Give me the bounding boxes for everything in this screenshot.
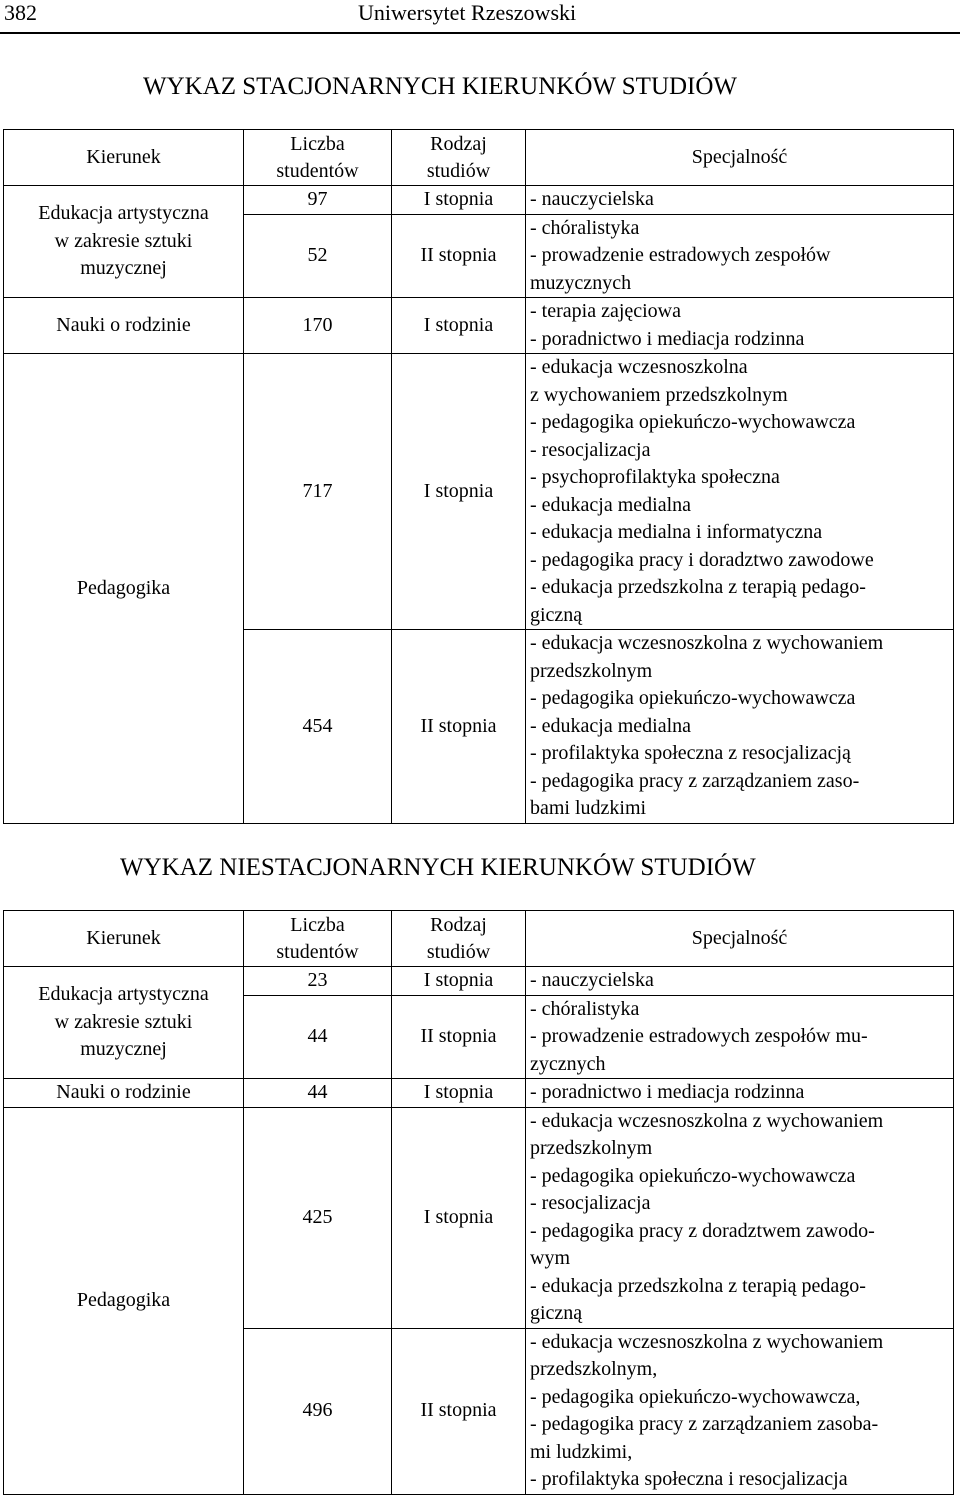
kierunek-line: muzycznej [80,257,167,280]
cell-kierunek [4,298,244,354]
cell-rodzaj-studiow: I stopnia [392,354,526,630]
cell-specjalnosc [526,630,954,824]
specjalnosc-line: - edukacja przedszkolna z terapią pedago- [530,1274,866,1297]
stationary-table [3,129,954,824]
cell-specjalnosc [526,298,954,354]
specjalnosc-line: - pedagogika pracy z doradztwem zawodo- [530,1219,875,1242]
cell-liczba-studentow: 454 [244,630,392,824]
kierunek-line: Edukacja artystyczna [38,202,209,225]
running-title: Uniwersytet Rzeszowski [358,0,577,25]
cell-rodzaj-studiow: II stopnia [392,995,526,1079]
cell-rodzaj-studiow: II stopnia [392,214,526,298]
part-time-table [3,910,954,1495]
cell-kierunek [4,967,244,1079]
specjalnosc-line: - edukacja medialna [530,714,692,737]
cell-liczba-studentow: 23 [244,967,392,996]
specjalnosc-line: przedszkolnym [530,659,653,682]
kierunek-line: Edukacja artystyczna [38,983,209,1006]
cell-rodzaj-studiow: II stopnia [392,630,526,824]
cell-kierunek [4,186,244,298]
header-kierunek [4,911,244,967]
specjalnosc-line: - pedagogika opiekuńczo-wychowawcza [530,1164,856,1187]
header-label: studentów [276,940,359,963]
cell-rodzaj-studiow: I stopnia [392,298,526,354]
specjalnosc-line: - poradnictwo i mediacja rodzinna [530,327,805,350]
cell-specjalnosc [526,214,954,298]
specjalnosc-line: przedszkolnym [530,1137,653,1159]
specjalnosc-line: - pedagogika opiekuńczo-wychowawcza [530,411,856,433]
specjalnosc-line: - chóralistyka [530,216,640,239]
header-label: Specjalność [691,927,788,949]
cell-rodzaj-studiow: I stopnia [392,1107,526,1328]
cell-rodzaj-studiow: I stopnia [392,1079,526,1108]
specjalnosc-line: - prowadzenie estradowych zespołów [530,244,831,266]
header-label: studiów [426,940,491,963]
header-specjalnosc [526,911,954,967]
stationary-section-title: WYKAZ STACJONARNYCH KIERUNKÓW STUDIÓW [143,73,738,100]
header-label: Liczba [290,913,345,936]
cell-kierunek [4,354,244,824]
kierunek-line: w zakresie sztuki [54,1010,193,1033]
cell-rodzaj-studiow: I stopnia [392,967,526,996]
kierunek-line: Pedagogika [76,1288,171,1311]
specjalnosc-line: - pedagogika pracy z zarządzaniem zasoba- [530,1413,879,1435]
specjalnosc-line: - profilaktyka społeczna z resocjalizacją [530,742,851,764]
cell-liczba-studentow: 97 [244,186,392,215]
header-label: Liczba [290,132,345,155]
cell-kierunek [4,1079,244,1108]
header-rodzaj-studiow [392,911,526,967]
cell-specjalnosc [526,354,954,630]
cell-liczba-studentow: 496 [244,1328,392,1494]
specjalnosc-line: - pedagogika opiekuńczo-wychowawcza [530,687,856,709]
cell-specjalnosc [526,967,954,996]
specjalnosc-line: - edukacja wczesnoszkolna [530,356,748,378]
kierunek-line: Nauki o rodzinie [56,313,191,336]
part-time-section-title: WYKAZ NIESTACJONARNYCH KIERUNKÓW STUDIÓW [120,854,756,881]
cell-liczba-studentow: 717 [244,354,392,630]
page-number: 382 [4,0,37,25]
kierunek-line: Pedagogika [76,576,171,599]
specjalnosc-line: bami ludzkimi [530,797,647,819]
specjalnosc-line: - resocjalizacja [530,1192,651,1214]
header-label: Kierunek [86,927,161,949]
specjalnosc-line: - terapia zajęciowa [530,300,682,322]
specjalnosc-line: przedszkolnym, [530,1358,658,1380]
specjalnosc-line: - prowadzenie estradowych zespołów mu- [530,1025,868,1047]
specjalnosc-line: - edukacja wczesnoszkolna z wychowaniem [530,1109,884,1132]
specjalnosc-line: mi ludzkimi, [530,1440,633,1463]
specjalnosc-line: - pedagogika pracy i doradztwo zawodowe [530,548,874,571]
specjalnosc-line: - edukacja wczesnoszkolna z wychowaniem [530,1330,884,1353]
header-label: studiów [426,159,491,182]
specjalnosc-line: giczną [530,603,583,626]
cell-specjalnosc [526,1079,954,1108]
header-label: Rodzaj [430,913,487,936]
table-row [4,1107,954,1328]
specjalnosc-line: giczną [530,1302,583,1324]
header-specjalnosc [526,130,954,186]
cell-liczba-studentow: 425 [244,1107,392,1328]
specjalnosc-line: - edukacja wczesnoszkolna z wychowaniem [530,632,884,654]
table-row [4,186,954,215]
table-row [4,1079,954,1108]
specjalnosc-line: z wychowaniem przedszkolnym [530,383,788,406]
header-label: Specjalność [691,146,788,168]
specjalnosc-line: - chóralistyka [530,997,640,1020]
table-row [4,298,954,354]
cell-liczba-studentow: 52 [244,214,392,298]
specjalnosc-line: - edukacja medialna [530,493,692,516]
table-header-row [4,130,954,186]
specjalnosc-line: - pedagogika pracy z zarządzaniem zaso- [530,769,860,792]
cell-liczba-studentow: 44 [244,995,392,1079]
cell-specjalnosc [526,186,954,215]
header-liczba-studentow [244,911,392,967]
header-kierunek [4,130,244,186]
table-row [4,967,954,996]
specjalnosc-line: - profilaktyka społeczna i resocjalizacja [530,1468,848,1490]
specjalnosc-line: zycznych [530,1052,606,1075]
specjalnosc-line: - poradnictwo i mediacja rodzinna [530,1081,805,1103]
specjalnosc-line: - pedagogika opiekuńczo-wychowawcza, [530,1385,861,1408]
header-label: studentów [276,159,359,182]
cell-liczba-studentow: 170 [244,298,392,354]
header-label: Kierunek [86,146,161,168]
cell-kierunek [4,1107,244,1494]
cell-specjalnosc [526,1107,954,1328]
specjalnosc-line: - nauczycielska [530,188,654,210]
cell-rodzaj-studiow: II stopnia [392,1328,526,1494]
header-label: Rodzaj [430,132,487,155]
specjalnosc-line: - edukacja medialna i informatyczna [530,521,823,543]
cell-liczba-studentow: 44 [244,1079,392,1108]
kierunek-line: muzycznej [80,1038,167,1061]
cell-rodzaj-studiow: I stopnia [392,186,526,215]
cell-specjalnosc [526,995,954,1079]
header-liczba-studentow [244,130,392,186]
header-rodzaj-studiow [392,130,526,186]
cell-specjalnosc [526,1328,954,1494]
specjalnosc-line: - resocjalizacja [530,438,651,461]
specjalnosc-line: muzycznych [530,271,632,294]
table-header-row [4,911,954,967]
kierunek-line: Nauki o rodzinie [56,1081,191,1103]
specjalnosc-line: - psychoprofilaktyka społeczna [530,466,780,488]
specjalnosc-line: - edukacja przedszkolna z terapią pedago- [530,576,866,598]
page-header [0,0,960,34]
kierunek-line: w zakresie sztuki [54,229,193,252]
specjalnosc-line: wym [530,1247,570,1269]
specjalnosc-line: - nauczycielska [530,969,654,991]
table-row [4,354,954,630]
